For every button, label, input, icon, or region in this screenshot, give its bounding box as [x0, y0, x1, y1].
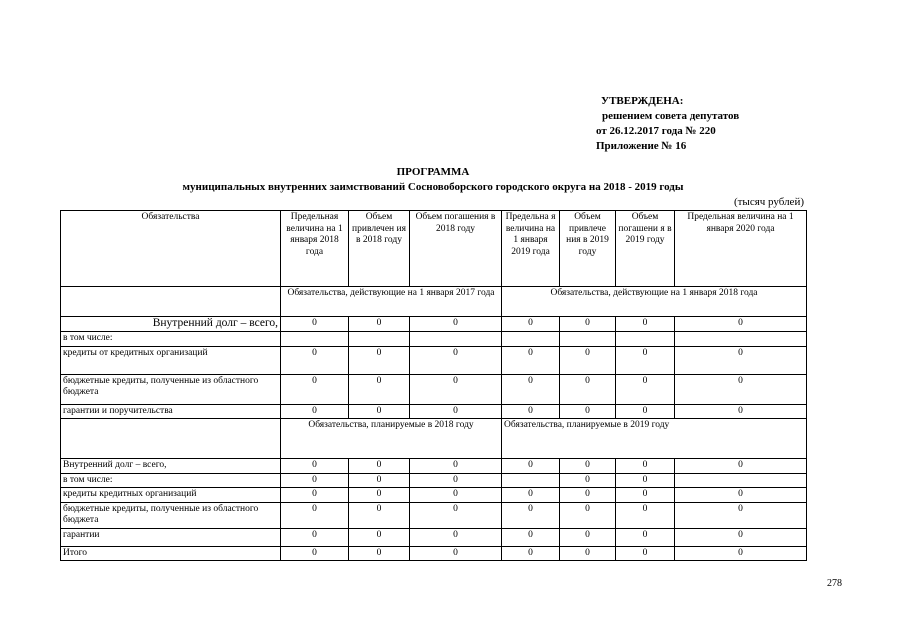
row-label: в том числе: — [61, 332, 281, 347]
table-cell: 0 — [281, 374, 349, 404]
approval-title: УТВЕРЖДЕНА: — [601, 95, 684, 107]
table-cell: 0 — [502, 346, 560, 374]
table-cell — [502, 473, 560, 488]
table-cell: 0 — [560, 473, 616, 488]
table-cell: 0 — [281, 528, 349, 546]
table-cell: 0 — [616, 502, 675, 528]
section1-right-header: Обязательства, действующие на 1 января 2018 года — [502, 287, 807, 317]
table-cell: 0 — [675, 546, 807, 561]
header-row — [61, 211, 807, 287]
table-cell: 0 — [616, 528, 675, 546]
table-cell: 0 — [675, 374, 807, 404]
table-cell: 0 — [502, 488, 560, 503]
table-cell: 0 — [616, 546, 675, 561]
table-row — [61, 459, 807, 474]
table-cell: 0 — [502, 404, 560, 419]
table-cell: 0 — [560, 404, 616, 419]
row-label: Внутренний долг – всего, — [61, 459, 281, 474]
row-label: бюджетные кредиты, полученные из областного бюджета — [61, 374, 281, 404]
table-cell: 0 — [410, 346, 502, 374]
header-repay-2018: Объем погашения в 2018 году — [410, 211, 502, 287]
table-cell: 0 — [616, 473, 675, 488]
table-cell: 0 — [281, 346, 349, 374]
table-row — [61, 488, 807, 503]
table-cell: 0 — [560, 502, 616, 528]
table-cell: 0 — [349, 459, 410, 474]
table-cell: 0 — [410, 546, 502, 561]
table-row — [61, 374, 807, 404]
table-cell: 0 — [560, 528, 616, 546]
table-cell: 0 — [281, 546, 349, 561]
table-cell — [675, 473, 807, 488]
table-cell: 0 — [410, 488, 502, 503]
table-cell: 0 — [410, 473, 502, 488]
page-number: 278 — [827, 578, 842, 589]
document-title: ПРОГРАММА — [396, 166, 470, 178]
document-subtitle: муниципальных внутренних заимствований Сосновоборского городского округа на 2018 - 2019 годы — [182, 181, 684, 193]
table-row — [61, 404, 807, 419]
table-cell: 0 — [349, 346, 410, 374]
table-cell: 0 — [502, 459, 560, 474]
table-cell: 0 — [675, 502, 807, 528]
table-cell: 0 — [410, 459, 502, 474]
row-label: кредиты кредитных организаций — [61, 488, 281, 503]
table-cell: 0 — [560, 346, 616, 374]
header-attract-2019: Объем привлече ния в 2019 году — [560, 211, 616, 287]
approval-appendix: Приложение № 16 — [596, 140, 687, 152]
table-cell: 0 — [349, 488, 410, 503]
table-cell: 0 — [675, 459, 807, 474]
table-cell: 0 — [616, 488, 675, 503]
table-cell: 0 — [560, 374, 616, 404]
table-cell: 0 — [675, 317, 807, 332]
approval-date: от 26.12.2017 года № 220 — [596, 125, 716, 137]
borrowing-table — [60, 210, 807, 561]
table-cell: 0 — [502, 502, 560, 528]
row-label: Итого — [61, 546, 281, 561]
row-label: в том числе: — [61, 473, 281, 488]
table-cell: 0 — [349, 473, 410, 488]
table-cell: 0 — [560, 488, 616, 503]
table-row — [61, 332, 807, 347]
table-cell: 0 — [410, 317, 502, 332]
table-cell: 0 — [616, 317, 675, 332]
table-cell: 0 — [560, 546, 616, 561]
header-limit-2019: Предельна я величина на 1 января 2019 года — [502, 211, 560, 287]
table-cell: 0 — [502, 317, 560, 332]
table-cell: 0 — [281, 459, 349, 474]
table-cell: 0 — [410, 528, 502, 546]
table-cell: 0 — [410, 502, 502, 528]
table-cell — [560, 332, 616, 347]
table-cell — [281, 332, 349, 347]
table-cell: 0 — [675, 528, 807, 546]
table-cell: 0 — [349, 317, 410, 332]
table-cell: 0 — [616, 346, 675, 374]
section1-header-row — [61, 287, 807, 317]
table-cell: 0 — [560, 317, 616, 332]
table-cell: 0 — [281, 404, 349, 419]
table-cell: 0 — [349, 404, 410, 419]
table-cell: 0 — [675, 346, 807, 374]
header-attract-2018: Объем привлечен ия в 2018 году — [349, 211, 410, 287]
table-cell: 0 — [502, 528, 560, 546]
row-label: гарантии и поручительства — [61, 404, 281, 419]
row-label: кредиты от кредитных организаций — [61, 346, 281, 374]
table-cell: 0 — [281, 488, 349, 503]
table-cell: 0 — [616, 459, 675, 474]
table-cell: 0 — [281, 473, 349, 488]
section2-right-header: Обязательства, планируемые в 2019 году — [502, 419, 807, 459]
table-row — [61, 473, 807, 488]
approval-decision: решением совета депутатов — [602, 110, 740, 122]
table-cell: 0 — [410, 404, 502, 419]
table-cell — [675, 332, 807, 347]
header-limit-2018: Предельная величина на 1 января 2018 года — [281, 211, 349, 287]
row-label: бюджетные кредиты, полученные из областного бюджета — [61, 502, 281, 528]
table-cell — [502, 332, 560, 347]
table-row-total — [61, 546, 807, 561]
table-cell: 0 — [502, 374, 560, 404]
table-row — [61, 346, 807, 374]
section2-blank-cell — [61, 419, 281, 459]
table-cell: 0 — [560, 459, 616, 474]
table-cell — [616, 332, 675, 347]
table-cell: 0 — [349, 502, 410, 528]
unit-label: (тысяч рублей) — [733, 196, 804, 208]
table-cell: 0 — [675, 488, 807, 503]
header-repay-2019: Объем погашени я в 2019 году — [616, 211, 675, 287]
section1-left-header: Обязательства, действующие на 1 января 2017 года — [281, 287, 502, 317]
row-label: Внутренний долг – всего, — [61, 317, 281, 332]
section1-blank-cell — [61, 287, 281, 317]
table-cell: 0 — [349, 546, 410, 561]
table-cell — [410, 332, 502, 347]
table-cell — [349, 332, 410, 347]
section2-header-row — [61, 419, 807, 459]
table-cell: 0 — [616, 374, 675, 404]
table-row — [61, 528, 807, 546]
table-cell: 0 — [349, 374, 410, 404]
header-limit-2020: Предельная величина на 1 января 2020 года — [675, 211, 807, 287]
table-cell: 0 — [616, 404, 675, 419]
table-cell: 0 — [502, 546, 560, 561]
row-label: гарантии — [61, 528, 281, 546]
approval-stamp — [596, 94, 739, 154]
table-row — [61, 502, 807, 528]
table-cell: 0 — [349, 528, 410, 546]
table-cell: 0 — [675, 404, 807, 419]
table-row — [61, 317, 807, 332]
table-cell: 0 — [410, 374, 502, 404]
table-cell: 0 — [281, 502, 349, 528]
table-cell: 0 — [281, 317, 349, 332]
section2-left-header: Обязательства, планируемые в 2018 году — [281, 419, 502, 459]
header-obligations: Обязательства — [61, 211, 281, 287]
